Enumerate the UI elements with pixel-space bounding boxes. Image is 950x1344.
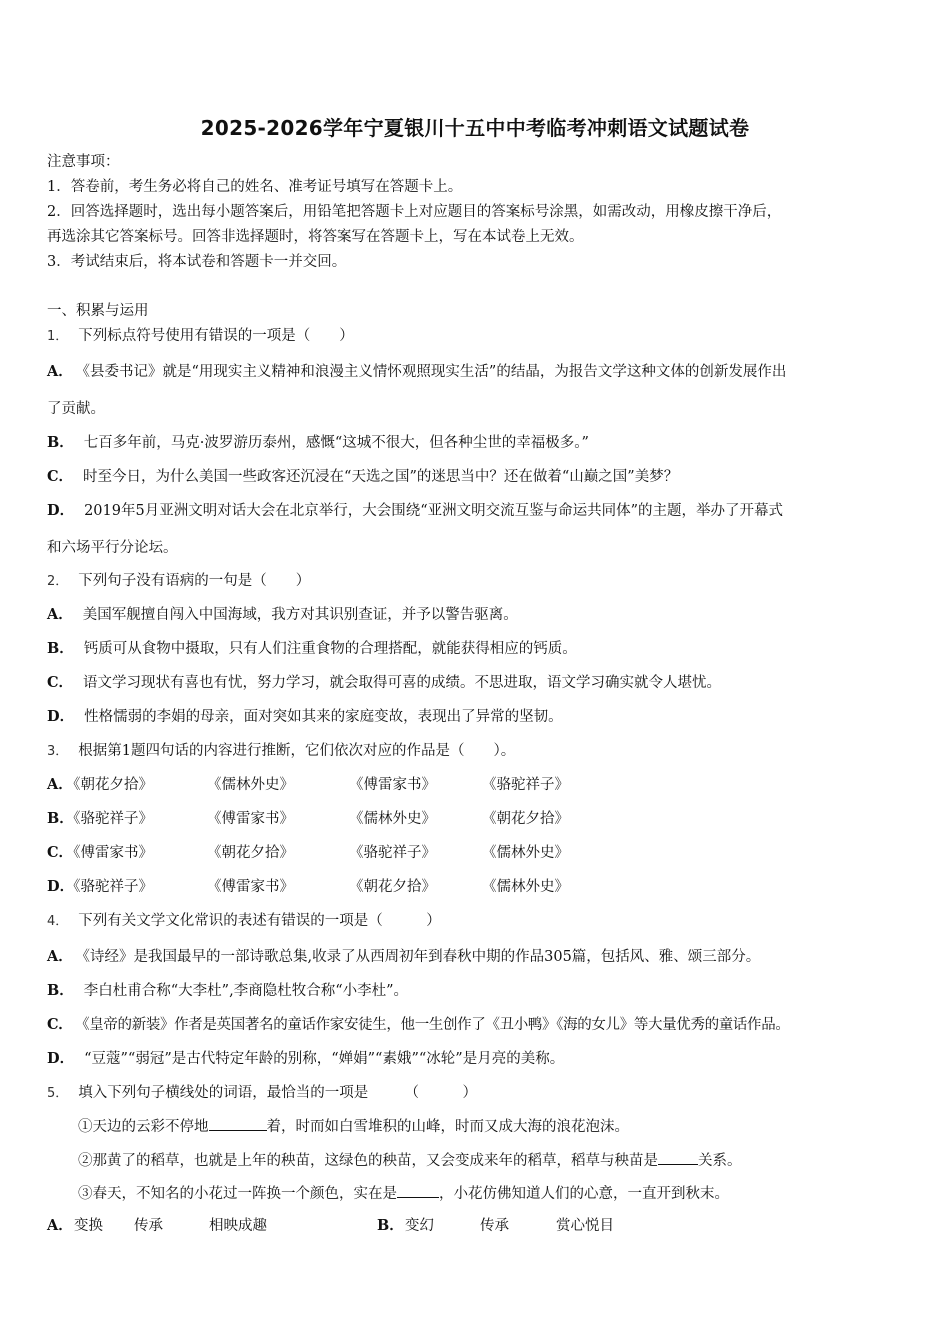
option-label: D． [47, 502, 75, 519]
sentence-text: ③春天，不知名的小花过一阵换一个颜色，实在是 [78, 1186, 397, 1202]
question-number: 2． [47, 574, 69, 589]
work-title: 《儒林外史》 [482, 879, 569, 895]
option-label: A． [47, 776, 73, 793]
q4-option-b [47, 981, 408, 1001]
page-title: 2025-2026学年宁夏银川十五中中考临考冲刺语文试题试卷 [200, 116, 750, 140]
q1-option-d [47, 501, 783, 521]
option-label: B． [47, 434, 74, 451]
q4-option-a [47, 947, 760, 967]
question-3-stem [47, 741, 515, 762]
option-word: 传承 [480, 1218, 509, 1234]
option-label: A． [47, 1217, 73, 1234]
question-text: 下列句子没有语病的一句是（ ） [78, 573, 311, 589]
sentence-text: ①天边的云彩不停地 [78, 1119, 209, 1135]
question-text: 下列有关文学文化常识的表述有错误的一项是（ ） [78, 913, 441, 929]
work-title: 《儒林外史》 [349, 811, 436, 827]
q1-option-d-cont: 和六场平行分论坛。 [47, 540, 178, 556]
question-number: 5． [47, 1086, 69, 1101]
work-title: 《儒林外史》 [482, 845, 569, 861]
fill-blank [209, 1116, 267, 1131]
option-label: C． [47, 844, 74, 861]
question-2-stem [47, 571, 310, 592]
q4-option-d [47, 1049, 564, 1069]
work-title: 《骆驼祥子》 [349, 845, 436, 861]
sentence-text: 关系。 [698, 1153, 742, 1169]
q1-option-c [47, 467, 678, 487]
notice-item-1: 1．答卷前，考生务必将自己的姓名、准考证号填写在答题卡上。 [47, 179, 463, 195]
work-title: 《骆驼祥子》 [482, 777, 569, 793]
option-label: D． [47, 708, 75, 725]
option-label: B． [47, 982, 74, 999]
option-label: A． [47, 948, 73, 965]
q2-option-c [47, 673, 721, 693]
notice-item-3: 3．考试结束后，将本试卷和答题卡一并交回。 [47, 254, 347, 270]
option-text: 《皇帝的新装》作者是英国著名的童话作家安徒生，他一生创作了《丑小鸭》《海的女儿》等大量优秀的童话作品。 [82, 1017, 790, 1033]
option-text: 性格懦弱的李娟的母亲，面对突如其来的家庭变故，表现出了异常的坚韧。 [84, 709, 563, 725]
option-label: B． [47, 640, 74, 657]
work-title: 《傅雷家书》 [349, 777, 436, 793]
option-text: 《诗经》是我国最早的一部诗歌总集,收录了从西周初年到春秋中期的作品305篇，包括风、雅、颂三部分。 [82, 949, 761, 965]
question-text: 下列标点符号使用有错误的一项是（ ） [78, 328, 354, 344]
fill-blank [658, 1150, 698, 1165]
option-text: 李白杜甫合称“大李杜”,李商隐杜牧合称“小李杜”。 [83, 983, 409, 999]
q2-option-d [47, 707, 563, 727]
option-text: 钙质可从食物中摄取，只有人们注重食物的合理搭配，就能获得相应的钙质。 [83, 641, 577, 657]
question-text: 根据第1题四句话的内容进行推断，它们依次对应的作品是（ ）。 [78, 743, 516, 759]
option-word: 变幻 [405, 1218, 434, 1234]
question-number: 3． [47, 744, 69, 759]
work-title: 《朝花夕拾》 [66, 777, 153, 793]
fill-blank [397, 1183, 439, 1198]
option-text: 七百多年前，马克·波罗游历泰州，感慨“这城不很大，但各种尘世的幸福极多。” [83, 435, 589, 451]
question-4-stem [47, 911, 441, 932]
q5-sentence-1 [78, 1116, 629, 1137]
option-word: 赏心悦目 [556, 1218, 614, 1234]
option-label: C． [47, 468, 74, 485]
q4-option-c [47, 1015, 790, 1035]
work-title: 《傅雷家书》 [207, 879, 294, 895]
sentence-text: ②那黄了的稻草，也就是上年的秧苗，这绿色的秧苗，又会变成来年的稻草，稻草与秧苗是 [78, 1153, 658, 1169]
work-title: 《朝花夕拾》 [207, 845, 294, 861]
work-title: 《傅雷家书》 [66, 845, 153, 861]
option-label: B． [377, 1217, 404, 1234]
work-title: 《朝花夕拾》 [482, 811, 569, 827]
question-5-stem [47, 1083, 477, 1104]
work-title: 《儒林外史》 [207, 777, 294, 793]
option-label: C． [47, 674, 74, 691]
option-text: 美国军舰擅自闯入中国海域，我方对其识别查证，并予以警告驱离。 [82, 607, 518, 623]
q1-option-a [47, 362, 786, 382]
option-label: B． [47, 810, 74, 827]
option-text: 2019年5月亚洲文明对话大会在北京举行，大会围绕“亚洲文明交流互鉴与命运共同体”的主题，举办了开幕式 [84, 503, 784, 519]
work-title: 《傅雷家书》 [207, 811, 294, 827]
option-label: C． [47, 1016, 73, 1033]
section-heading: 一、积累与运用 [47, 303, 149, 319]
question-number: 4． [47, 914, 69, 929]
notice-item-2: 2．回答选择题时，选出每小题答案后，用铅笔把答题卡上对应题目的答案标号涂黑，如需改动，用橡皮擦干净后， [47, 204, 782, 220]
option-label: D． [47, 1050, 75, 1067]
work-title: 《骆驼祥子》 [66, 811, 153, 827]
option-label: A． [47, 606, 73, 623]
option-text: 语文学习现状有喜也有忧，努力学习，就会取得可喜的成绩。不思进取，语文学习确实就令人堪忧。 [83, 675, 722, 691]
sentence-text: 着，时而如白雪堆积的山峰，时而又成大海的浪花泡沫。 [266, 1119, 629, 1135]
question-number: 1． [47, 329, 69, 344]
notice-heading: 注意事项： [47, 154, 120, 170]
option-label: A． [47, 363, 73, 380]
option-text: 时至今日，为什么美国一些政客还沉浸在“天选之国”的迷思当中？还在做着“山巅之国”美梦？ [83, 469, 679, 485]
option-word: 相映成趣 [209, 1218, 267, 1234]
q5-sentence-2 [78, 1150, 742, 1171]
q1-option-b [47, 433, 589, 453]
sentence-text: ，小花仿佛知道人们的心意，一直开到秋末。 [439, 1186, 729, 1202]
notice-item-2-cont: 再选涂其它答案标号。回答非选择题时，将答案写在答题卡上，写在本试卷上无效。 [47, 229, 584, 245]
work-title: 《骆驼祥子》 [66, 879, 153, 895]
option-label: D． [47, 878, 75, 895]
work-title: 《朝花夕拾》 [349, 879, 436, 895]
option-word: 变换 [74, 1218, 103, 1234]
q2-option-b [47, 639, 577, 659]
option-text: “豆蔻”“弱冠”是古代特定年龄的别称，“婵娟”“素娥”“冰轮”是月亮的美称。 [84, 1051, 565, 1067]
question-text: 填入下列句子横线处的词语，最恰当的一项是 （ ） [78, 1085, 478, 1101]
option-text: 《县委书记》就是“用现实主义精神和浪漫主义情怀观照现实生活”的结晶，为报告文学这种文体的创新发展作出 [82, 364, 787, 380]
q1-option-a-cont: 了贡献。 [47, 401, 105, 417]
q5-sentence-3 [78, 1183, 729, 1204]
question-1-stem [47, 326, 354, 347]
option-word: 传承 [134, 1218, 163, 1234]
q2-option-a [47, 605, 518, 625]
